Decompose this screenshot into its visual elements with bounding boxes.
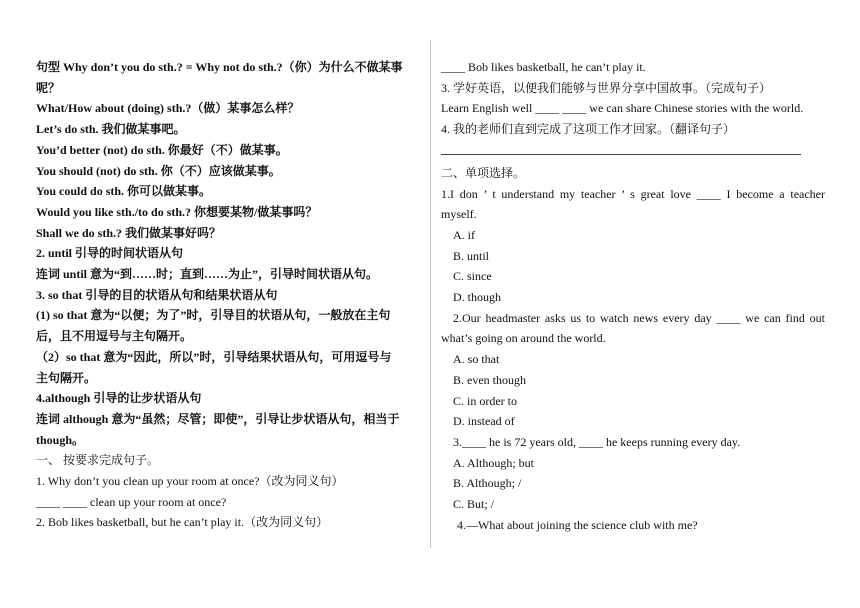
left-column (36, 57, 420, 533)
right-text-line: C. in order to (453, 393, 517, 408)
right-text-line: A. Although; but (453, 455, 535, 470)
right-text-line: 4. 我的老师们直到完成了这项工作才回家。（翻译句子） (441, 122, 736, 137)
right-text-line: 4.—What about joining the science club with me? (457, 517, 698, 532)
left-text-line: 一、 按要求完成句子。 (36, 453, 160, 468)
left-text-line: Shall we do sth.? 我们做某事好吗？ (36, 225, 222, 240)
left-text-line: 连词 until 意为“到……时；直到……为止”，引导时间状语从句。 (36, 267, 379, 282)
left-text-line: Let’s do sth. 我们做某事吧。 (36, 122, 186, 137)
right-text-line: B. until (453, 248, 490, 263)
right-text-line: ____ Bob likes basketball, he can’t play it. (441, 60, 646, 74)
left-text-line: You should (not) do sth. 你（不）应该做某事。 (36, 163, 281, 178)
left-text-line: 句型 Why don’t you do sth.? = Why not do sth.?（你）为什么不做某事 (36, 60, 403, 74)
left-text-line: 3. so that 引导的目的状语从句和结果状语从句 (36, 287, 278, 302)
right-text-line: 二、单项选择。 (441, 165, 526, 180)
right-text-line: 3.____ he is 72 years old, ____ he keeps running every day. (453, 434, 741, 449)
right-text-line: A. if (453, 227, 475, 242)
right-text-line: A. so that (453, 352, 500, 367)
left-text-line: What/How about (doing) sth.?（做）某事怎么样？ (36, 101, 300, 116)
right-text-line: Learn English well ____ ____ we can share Chinese stories with the world. (441, 101, 804, 116)
left-text-line: 呢？ (36, 80, 61, 95)
right-column (441, 57, 825, 535)
left-text-line: 2. until 引导的时间状语从句 (36, 246, 184, 261)
left-text-line: though。 (36, 432, 85, 447)
right-text-line: C. since (453, 269, 492, 284)
right-text-line: C. But; / (453, 497, 495, 512)
left-text-line: 1. Why don’t you clean up your room at once?（改为同义句） (36, 474, 344, 489)
right-text-line: D. instead of (453, 414, 515, 429)
right-text-line: B. Although; / (453, 476, 522, 491)
right-text-line: myself. (441, 207, 477, 222)
column-divider (430, 40, 431, 548)
left-text-line: You could do sth. 你可以做某事。 (36, 184, 212, 199)
left-text-line: 连词 although 意为“虽然；尽管；即使”，引导让步状语从句，相当于 (36, 411, 400, 426)
left-text-line: You’d better (not) do sth. 你最好（不）做某事。 (36, 142, 288, 157)
right-text-line: 1.I don ’ t understand my teacher ’ s great love ____ I become a teacher (441, 186, 825, 201)
left-text-line: 主句隔开。 (36, 370, 97, 385)
right-text-line: what’s going on around the world. (441, 331, 606, 346)
left-text-line: 4.although 引导的让步状语从句 (36, 391, 202, 406)
left-text-line: 后，且不用逗号与主句隔开。 (36, 329, 193, 344)
answer-blank-line (441, 154, 801, 155)
right-text-line: 2.Our headmaster asks us to watch news every day ____ we can find out (453, 310, 825, 325)
right-text-line: D. though (453, 290, 501, 305)
left-text-line: Would you like sth./to do sth.? 你想要某物/做某事吗？ (36, 204, 318, 219)
left-text-line: （2）so that 意为“因此，所以”时，引导结果状语从句，可用逗号与 (36, 349, 392, 364)
left-text-line: ____ ____ clean up your room at once? (36, 494, 227, 509)
right-text-line: 3. 学好英语，以便我们能够与世界分享中国故事。（完成句子） (441, 80, 772, 95)
left-text-line: 2. Bob likes basketball, but he can’t play it.（改为同义句） (36, 515, 329, 530)
right-text-line: B. even though (453, 372, 526, 387)
left-text-line: (1) so that 意为“以便；为了”时，引导目的状语从句，一般放在主句 (36, 308, 391, 323)
